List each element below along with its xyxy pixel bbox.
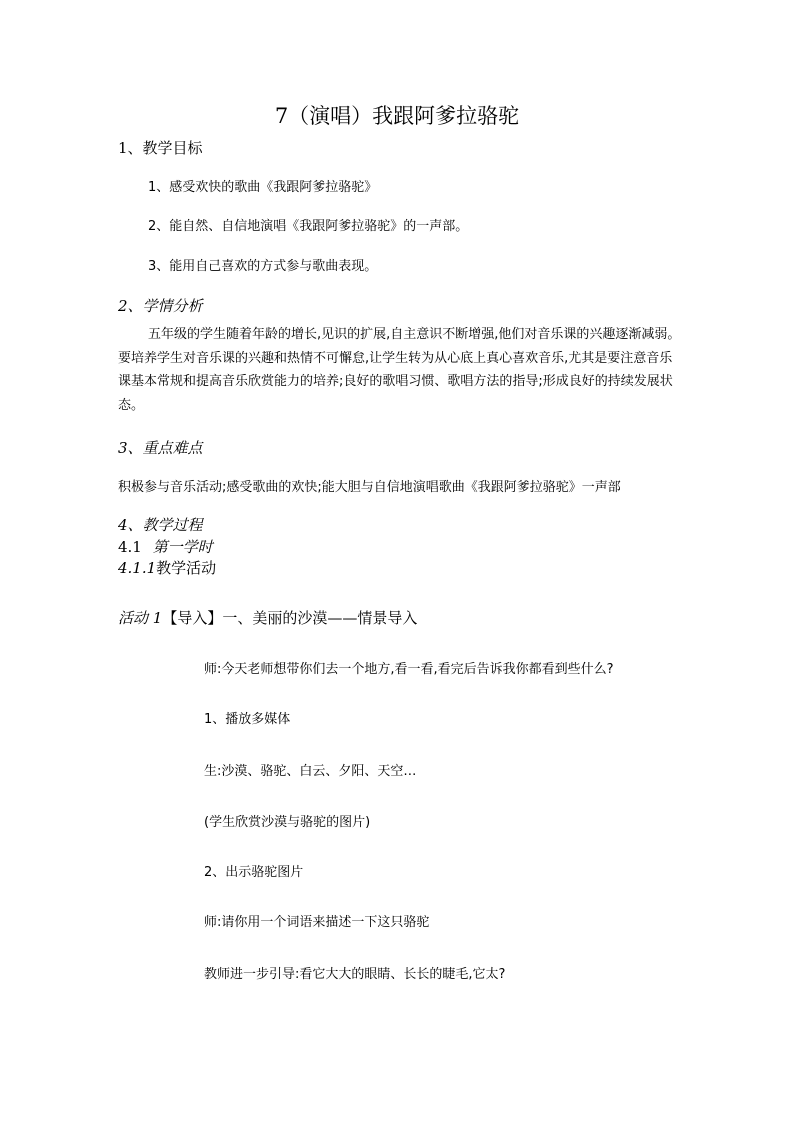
activity-line: 1、播放多媒体	[204, 712, 291, 727]
subsection-label: 第一学时	[152, 538, 213, 556]
activity-line: 教师进一步引导:看它大大的眼睛、长长的睫毛,它太?	[204, 967, 506, 982]
key-points-text: 积极参与音乐活动;感受歌曲的欢快;能大胆与自信地演唱歌曲《我跟阿爹拉骆驼》一声部	[118, 480, 621, 495]
subsection-number: 4.1	[118, 538, 142, 556]
analysis-paragraph: 五年级的学生随着年龄的增长,见识的扩展,自主意识不断增强,他们对音乐课的兴趣逐渐减弱。要培养学生对音乐课的兴趣和热情不可懈怠,让学生转为从心底上真心喜欢音乐,尤其是要注意音乐课基本常规和提高音乐欣赏能力的培养;良好的歌唱习惯、歌唱方法的指导;形成良好的持续发展状态。	[118, 327, 681, 413]
activity-line: 师:今天老师想带你们去一个地方,看一看,看完后告诉我你都看到些什么?	[204, 662, 614, 677]
objective-item: 3、能用自己喜欢的方式参与歌曲表现。	[148, 259, 378, 274]
section-heading-analysis: 2、学情分析	[118, 297, 203, 315]
activity-line: 2、出示骆驼图片	[204, 865, 304, 880]
activity-prefix: 活动 1	[118, 609, 163, 627]
subsection-number: 4.1.1	[118, 559, 157, 577]
objective-item: 1、感受欢快的歌曲《我跟阿爹拉骆驼》	[148, 180, 378, 195]
activity-heading	[118, 607, 417, 629]
subsection-label: 教学活动	[156, 559, 217, 577]
activity-line: 生:沙漠、骆驼、白云、夕阳、天空…	[204, 764, 417, 779]
activity-line: 师:请你用一个词语来描述一下这只骆驼	[204, 915, 430, 930]
activity-title: 【导入】一、美丽的沙漠——情景导入	[162, 609, 418, 627]
section-heading-objectives: 1、教学目标	[118, 139, 203, 157]
document-title: 7（演唱）我跟阿爹拉骆驼	[274, 104, 520, 128]
objective-item: 2、能自然、自信地演唱《我跟阿爹拉骆驼》的一声部。	[148, 219, 469, 234]
subsection-4-1	[118, 536, 213, 558]
section-heading-process: 4、教学过程	[118, 516, 203, 534]
section-heading-key-points: 3、重点难点	[118, 439, 203, 457]
activity-line: (学生欣赏沙漠与骆驼的图片)	[204, 815, 371, 830]
subsection-4-1-1	[118, 557, 216, 579]
